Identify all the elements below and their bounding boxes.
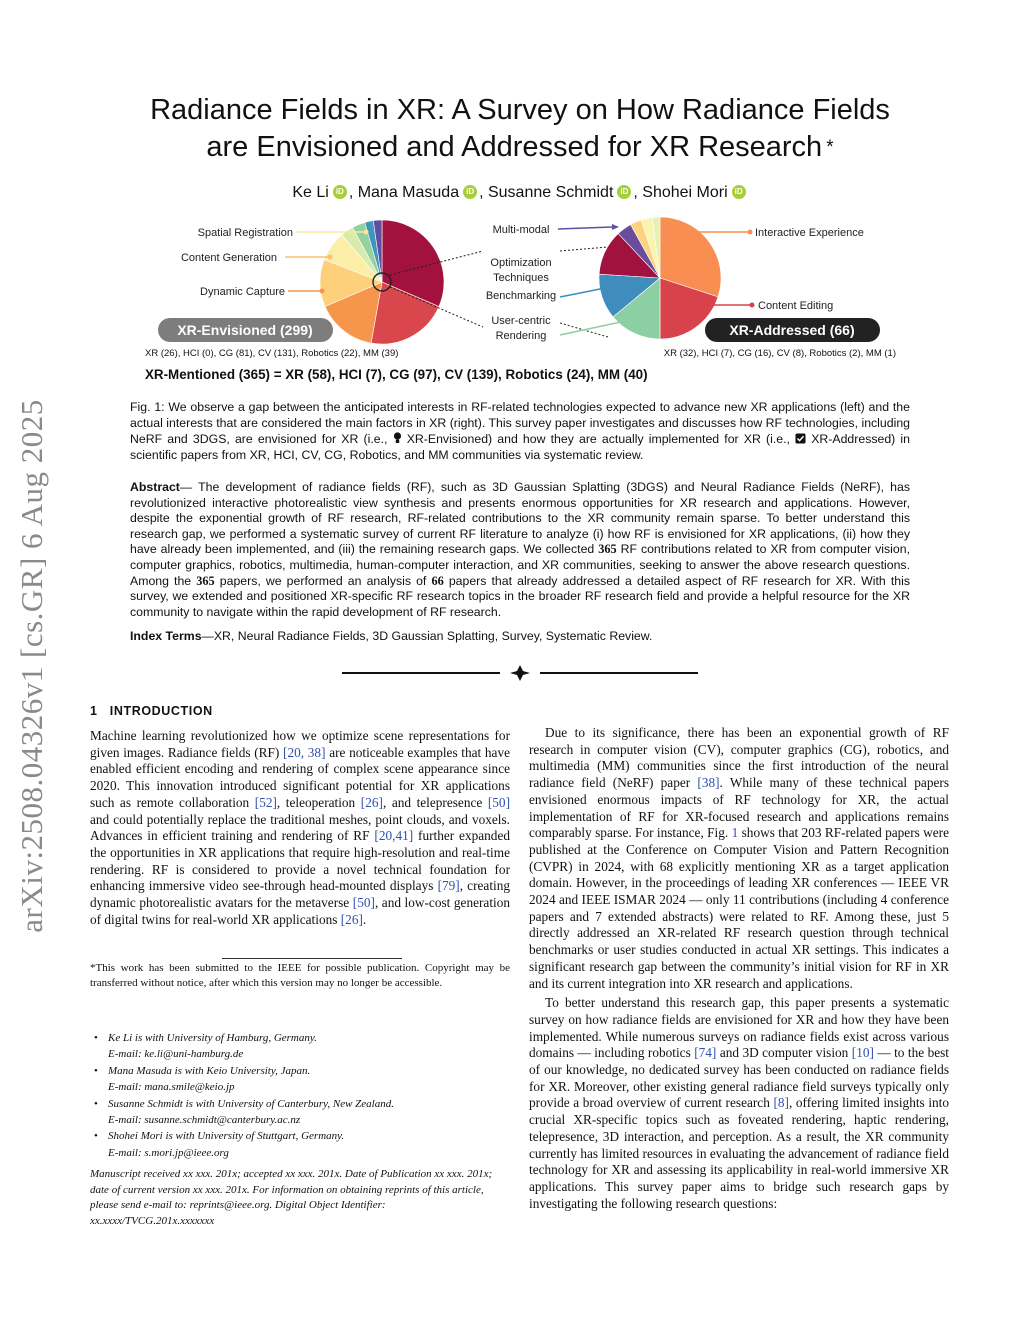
abstract-number: 365 bbox=[598, 542, 617, 557]
stats-xr-addressed: XR (32), HCI (7), CG (16), CV (8), Robotics (2), MM (1) bbox=[663, 348, 896, 359]
figure-1-pie-charts bbox=[140, 215, 900, 363]
label-techniques: Techniques bbox=[493, 272, 549, 284]
abstract-text: papers that already addressed a detailed aspect of RF research for XR. With this survey, we extended and positioned XR-specific RF research topics in the broader RF research field and provide a helpful resource for the XR community to navigate within the rapid development of RF research. bbox=[130, 573, 910, 619]
footnote-rule bbox=[222, 958, 402, 959]
author-list: Ke Li iD , Mana Masuda iD , Susanne Schmidt iD , Shohei Mori iD bbox=[100, 184, 940, 202]
citation-link[interactable]: [52] bbox=[254, 794, 277, 810]
orcid-icon[interactable]: iD bbox=[617, 185, 631, 199]
author-name: Susanne Schmidt bbox=[487, 184, 614, 201]
citation-link[interactable]: [26] bbox=[360, 794, 383, 810]
title-line-1: Radiance Fields in XR: A Survey on How Radiance Fields bbox=[150, 94, 890, 126]
leader-dot bbox=[748, 230, 753, 235]
citation-link[interactable]: [79] bbox=[437, 878, 460, 894]
body-column-left bbox=[90, 728, 510, 928]
label-rendering: Rendering bbox=[495, 330, 547, 342]
affiliation-item: • Susanne Schmidt is with University of Canterbury, New Zealand. E-mail: susanne.schmidt@canterbury.ac.nz bbox=[90, 1096, 510, 1129]
paragraph: Due to its significance, there has been an exponential growth of RF research in computer vision (CV), computer graphics (CG), robotics, and multimedia (MM) communities since the first introduction of the neural radiance field (NeRF) paper [38]. While many of these technical papers envisioned enormous impacts of RF technology for XR, the actual implementation of RF for XR-focused research and applications remains comparably sparse. For instance, Fig. 1 shows that 203 RF-related papers were published at the Conference on Computer Vision and Pattern Recognition (CVPR) in 2024, with 68 explicitly mentioning XR as a target application domain. However, in the proceedings of leading XR conferences — IEEE VR 2024 and IEEE ISMAR 2024 — only 11 contributions (including 4 conference papers and 7 extended abstracts) were related to RF. Among these, just 5 directly addressed an XR-related RF research question through technical benchmarks or user studies conducted in actual XR settings. This indicates a significant research gap between the community’s initial vision for RF in XR and its current integration into XR research and applications. bbox=[529, 725, 949, 991]
checkbox-icon bbox=[795, 433, 806, 444]
arxiv-identifier-stamp: arXiv:2508.04326v1 [cs.GR] 6 Aug 2025 bbox=[14, 399, 49, 933]
abstract-number: 365 bbox=[196, 573, 215, 588]
citation-link[interactable]: [8] bbox=[773, 1095, 789, 1111]
leader-dot bbox=[364, 230, 369, 235]
section-heading bbox=[90, 704, 213, 718]
citation-link[interactable]: [50] bbox=[352, 895, 375, 911]
leader-line-multimodal bbox=[558, 227, 612, 229]
abstract-text: papers, we performed an analysis of bbox=[219, 573, 427, 588]
orcid-icon[interactable]: iD bbox=[463, 185, 477, 199]
author-name: Mana Masuda bbox=[357, 184, 460, 201]
badge-xr-addressed-label: XR-Addressed (66) bbox=[729, 322, 855, 338]
affiliation-item: • Ke Li is with University of Hamburg, Germany. E-mail: ke.li@uni-hamburg.de bbox=[90, 1030, 510, 1063]
label-content-editing: Content Editing bbox=[758, 300, 834, 312]
paragraph: Machine learning revolutionized how we optimize scene representations for given images. Radiance fields (RF) [20, 38] are noticeable examples that have enabled efficient encoding and rendering of complex scene appearance since 2020. This innovation introduced significant potential for XR applications such as remote collaboration [52], teleoperation [26], and telepresence [50] and could potentially replace the traditional meshes, point clouds, and voxels. Advances in efficient training and rendering of RF [20,41] further expanded the opportunities in XR applications that require high-resolution and real-time rendering. RF is considered to provide a novel technical foundation for enhancing immersive video see-through head-mounted displays [79], creating dynamic photorealistic avatars for the metaverse [50], and low-cost generation of digital twins for real-world XR applications [26]. bbox=[90, 728, 511, 927]
arrowhead bbox=[612, 224, 619, 230]
citation-link[interactable]: [74] bbox=[694, 1045, 717, 1061]
body-column-right bbox=[529, 725, 949, 1212]
label-spatial-registration: Spatial Registration bbox=[197, 227, 293, 239]
caption-text: XR-Envisioned) and how they are actually implemented for XR (i.e., bbox=[406, 432, 790, 446]
author-name: Ke Li bbox=[292, 184, 329, 201]
pie-chart-xr-envisioned bbox=[320, 220, 444, 344]
citation-link[interactable]: [20,41] bbox=[374, 828, 414, 844]
label-content-generation: Content Generation bbox=[180, 252, 277, 264]
label-optimization: Optimization bbox=[490, 257, 552, 269]
citation-link[interactable]: [10] bbox=[851, 1045, 874, 1061]
paper-title bbox=[100, 92, 940, 166]
index-terms bbox=[130, 629, 910, 643]
orcid-icon[interactable]: iD bbox=[732, 185, 746, 199]
citation-link[interactable]: [50] bbox=[487, 794, 510, 810]
footnote: *This work has been submitted to the IEEE for possible publication. Copyright may be transferred without notice, after which this version may no longer be accessible. bbox=[90, 962, 510, 989]
label-interactive-experience: Interactive Experience bbox=[755, 227, 864, 239]
abstract bbox=[130, 480, 910, 620]
paragraph: To better understand this research gap, this paper presents a systematic survey on how radiance fields are envisioned for XR and how they have been implemented. While numerous surveys on radiance fields exist across various domains — including robotics [74] and 3D computer vision [10] — to the best of our knowledge, no dedicated survey has been conducted on radiance fields for XR. Moreover, other existing general radiance field surveys typically only provide a broad overview of current research [8], offering limited insights into crucial XR-specific topics such as foveated rendering, haptic rendering, telepresence, 3D interaction, and perception. As a result, the XR community currently has limited resources in evaluating the advancement of radiance field technology for XR and assessing its applicability in real-world immersive XR applications. This survey paper aims to bridge such research gaps by investigating the following research questions: bbox=[529, 995, 950, 1211]
citation-link[interactable]: [20, 38] bbox=[283, 744, 326, 760]
section-number: 1 bbox=[90, 704, 98, 718]
lightbulb-icon bbox=[393, 432, 402, 444]
leader-dot bbox=[750, 303, 755, 308]
caption-text: XR-Addressed) in scientific papers from XR, HCI, CV, CG, Robotics, and MM communities via systematic review. bbox=[130, 432, 910, 462]
label-benchmarking: Benchmarking bbox=[485, 290, 557, 302]
citation-link[interactable]: [38] bbox=[697, 775, 720, 791]
affiliations-list bbox=[90, 1030, 510, 1161]
badge-xr-envisioned-label: XR-Envisioned (299) bbox=[177, 322, 313, 338]
abstract-text: — The development of radiance fields (RF), such as 3D Gaussian Splatting (3DGS) and Neural Radiance Fields (NeRF), has revolutionized interactive photorealistic view synthesis and presents enormous opportunities for XR research and applications. However, despite the exponential growth of RF research, RF-related contributions to the XR community remain sparse. To better understand this research gap, we performed a systematic survey of current RF literature to analyze (i) how RF is envisioned for XR applications, (ii) how they have already been implemented, and (iii) the remaining research gaps. We collected bbox=[130, 480, 910, 557]
xr-mentioned-summary: XR-Mentioned (365) = XR (58), HCI (7), CG (97), CV (139), Robotics (24), MM (40) bbox=[145, 367, 648, 382]
abstract-label: Abstract bbox=[130, 480, 180, 494]
citation-link[interactable]: [26] bbox=[340, 911, 363, 927]
section-divider bbox=[340, 663, 700, 683]
leader-dot bbox=[320, 289, 325, 294]
figure-caption bbox=[130, 399, 910, 463]
manuscript-note: Manuscript received xx xxx. 201x; accepted xx xxx. 201x. Date of Publication xx xxx. 201x; date of current version xx xxx. 201x. For information on obtaining reprints of this article, please send e-mail to: reprints@ieee.org. Digital Object Identifier: xx.xxxx/TVCG.201x.xxxxxxx bbox=[90, 1168, 493, 1227]
author-name: Shohei Mori bbox=[642, 184, 728, 201]
figure-link[interactable]: 1 bbox=[731, 825, 739, 841]
affiliation-item: • Mana Masuda is with Keio University, Japan. E-mail: mana.smile@keio.jp bbox=[90, 1063, 510, 1096]
abstract-number: 66 bbox=[431, 573, 444, 588]
caption-text: Fig. 1: We observe a gap between the anticipated interests in RF-related technologies expected to advance new XR applications (left) and the actual interests that are considered the main factors in XR (right). This survey paper investigates and discusses how RF technologies, including NeRF and 3DGS, are envisioned for XR (i.e., bbox=[130, 400, 910, 446]
title-footnote-marker: * bbox=[826, 137, 834, 158]
leader-line-right-top bbox=[560, 247, 608, 251]
stats-xr-envisioned: XR (26), HCI (0), CG (81), CV (131), Robotics (22), MM (39) bbox=[145, 348, 399, 359]
title-line-2: are Envisioned and Addressed for XR Research bbox=[206, 131, 823, 163]
label-user-centric: User-centric bbox=[491, 315, 551, 327]
index-terms-text: —XR, Neural Radiance Fields, 3D Gaussian Splatting, Survey, Systematic Review. bbox=[201, 629, 653, 643]
orcid-icon[interactable]: iD bbox=[333, 185, 347, 199]
label-multi-modal: Multi-modal bbox=[492, 224, 550, 236]
section-title: INTRODUCTION bbox=[109, 704, 213, 718]
pie-chart-xr-addressed bbox=[599, 217, 721, 339]
affiliation-item: • Shohei Mori is with University of Stuttgart, Germany. E-mail: s.mori.jp@ieee.org bbox=[90, 1128, 510, 1161]
index-terms-label: Index Terms bbox=[130, 629, 202, 643]
label-dynamic-capture: Dynamic Capture bbox=[200, 286, 285, 298]
diamond-ornament-icon bbox=[510, 665, 530, 681]
leader-dot bbox=[328, 255, 333, 260]
abstract-text: RF contributions related to XR from computer vision, computer graphics, robotics, multimedia, human-computer interaction, and XR communities, seeking to answer the above research questions. Among the bbox=[130, 542, 910, 588]
